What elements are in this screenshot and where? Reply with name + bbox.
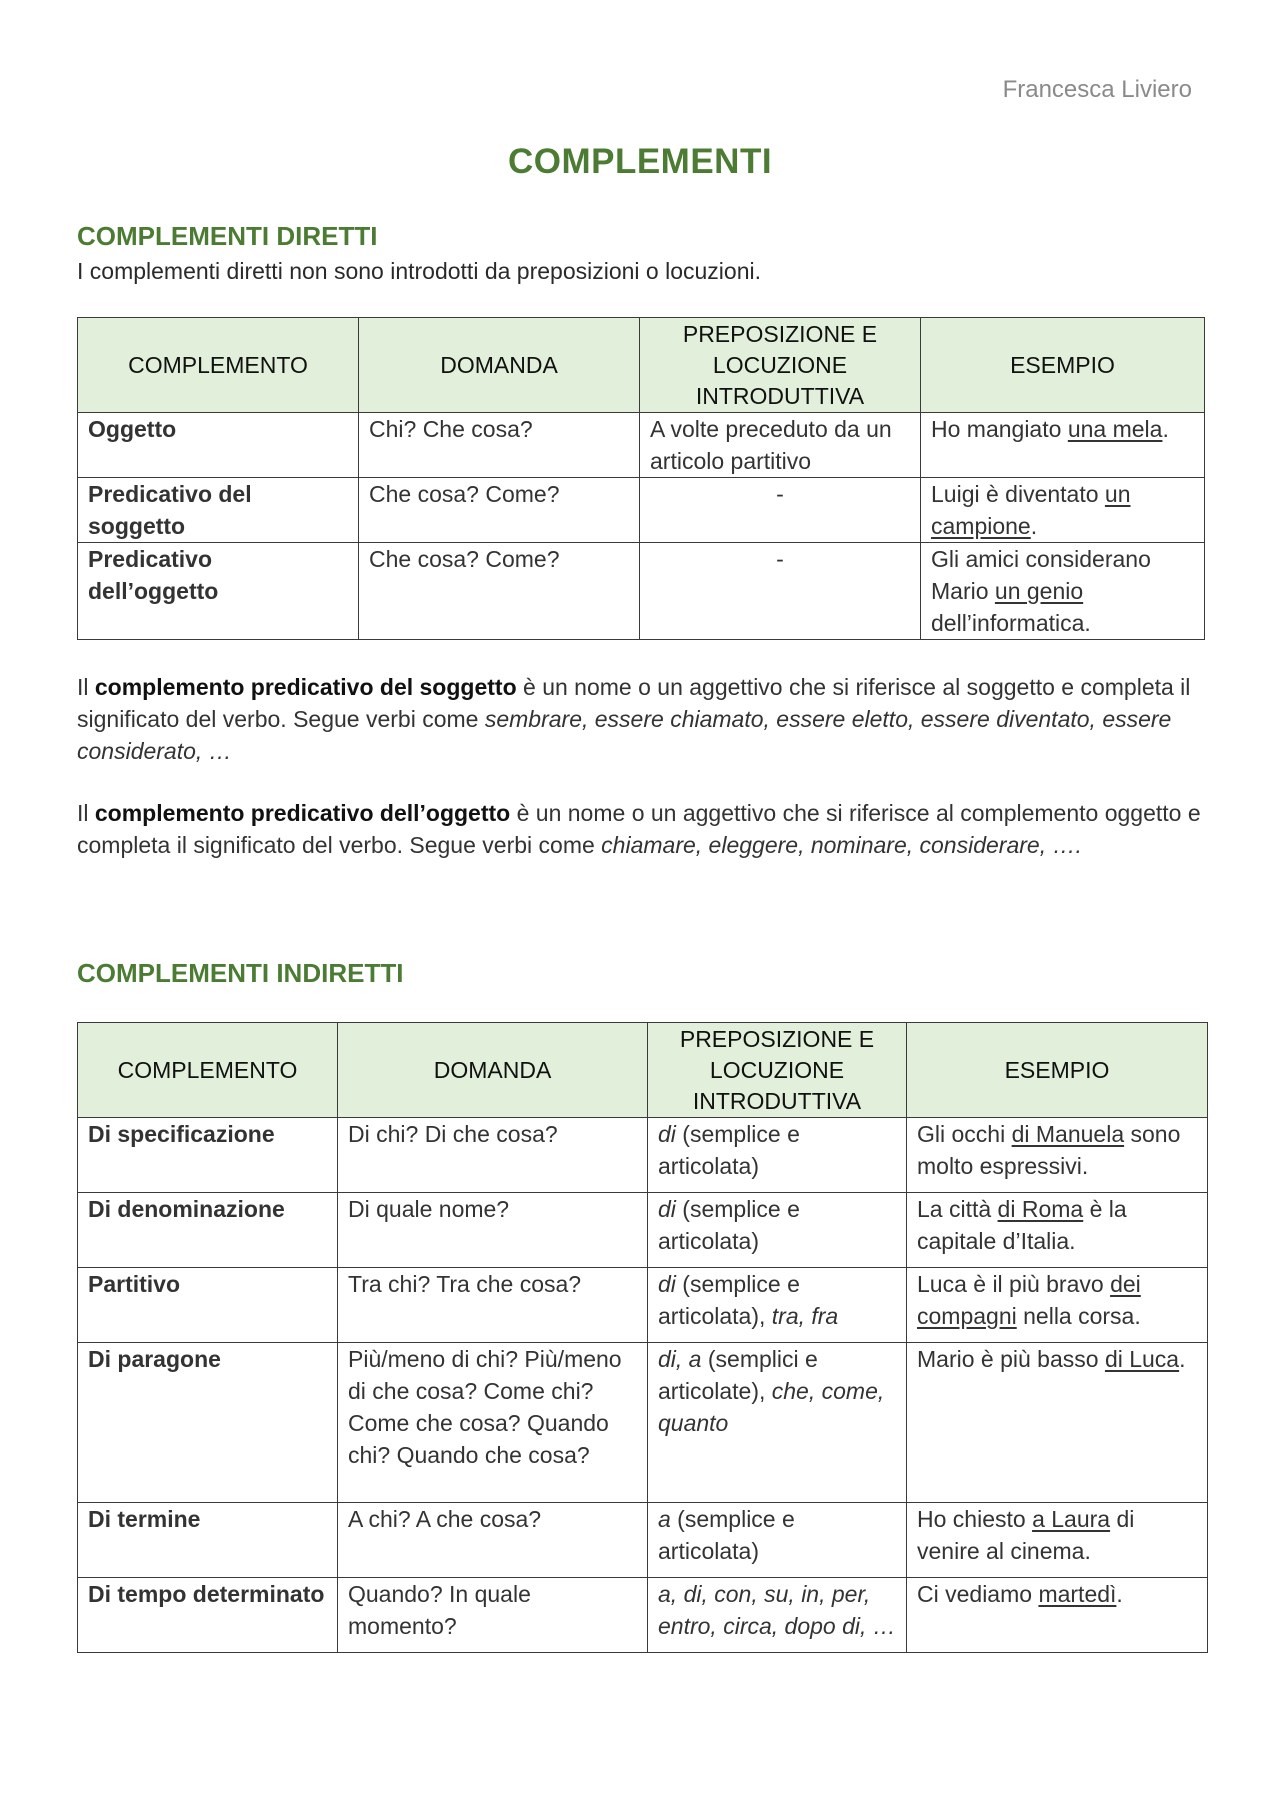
cell-preposizione: di (semplice e articolata), tra, fra [648, 1268, 907, 1343]
example-highlight: un genio [994, 578, 1084, 604]
cell-domanda: Quando? In quale momento? [338, 1578, 648, 1653]
example-highlight: di Manuela [1011, 1121, 1125, 1147]
cell-esempio: Luigi è diventato un campione. [921, 478, 1205, 543]
cell-domanda: Di quale nome? [338, 1193, 648, 1268]
cell-esempio: Mario è più basso di Luca. [907, 1343, 1208, 1503]
cell-esempio: La città di Roma è la capitale d’Italia. [907, 1193, 1208, 1268]
cell-preposizione: a (semplice e articolata) [648, 1503, 907, 1578]
example-highlight: un campione [931, 481, 1131, 539]
intro-text: I complementi diretti non sono introdotti da preposizioni o locuzioni. [77, 258, 761, 284]
header-esempio: ESEMPIO [907, 1023, 1208, 1118]
table-header-row [78, 1023, 1208, 1118]
indirect-complements-table [77, 1022, 1208, 1653]
example-highlight: una mela [1067, 416, 1163, 442]
cell-esempio: Luca è il più bravo dei compagni nella corsa. [907, 1268, 1208, 1343]
table-row [78, 543, 1205, 640]
cell-complemento: Oggetto [78, 413, 359, 478]
cell-domanda: Tra chi? Tra che cosa? [338, 1268, 648, 1343]
cell-esempio: Gli amici considerano Mario un genio dell’informatica. [921, 543, 1205, 640]
cell-preposizione: - [640, 543, 921, 640]
direct-complements-table [77, 317, 1205, 640]
cell-esempio: Ho mangiato una mela. [921, 413, 1205, 478]
cell-esempio: Ci vediamo martedì. [907, 1578, 1208, 1653]
page-title: COMPLEMENTI [507, 142, 773, 181]
example-highlight: di Luca [1104, 1346, 1180, 1372]
table-row [78, 1343, 1208, 1503]
cell-preposizione: A volte preceduto da un articolo partitivo [640, 413, 921, 478]
table-row [78, 1268, 1208, 1343]
paragraph-predicativo-soggetto: Il complemento predicativo del soggetto è un nome o un aggettivo che si riferisce al soggetto e completa il significato del verbo. Segue verbi come sembrare, essere chiamato, essere eletto, essere diventato, essere considerato, … [77, 674, 1191, 764]
table-header-row [78, 318, 1205, 413]
cell-complemento: Di denominazione [78, 1193, 338, 1268]
cell-domanda: Che cosa? Come? [359, 478, 640, 543]
cell-esempio: Ho chiesto a Laura di venire al cinema. [907, 1503, 1208, 1578]
example-highlight: martedì [1038, 1581, 1117, 1607]
cell-domanda: Più/meno di chi? Più/meno di che cosa? Come chi? Come che cosa? Quando chi? Quando che cosa? [338, 1343, 648, 1503]
table-row [78, 1503, 1208, 1578]
cell-domanda: Di chi? Di che cosa? [338, 1118, 648, 1193]
header-preposizione: PREPOSIZIONE E LOCUZIONE INTRODUTTIVA [640, 318, 921, 413]
cell-preposizione: di (semplice e articolata) [648, 1118, 907, 1193]
header-complemento: COMPLEMENTO [78, 318, 359, 413]
table-row [78, 478, 1205, 543]
header-preposizione: PREPOSIZIONE E LOCUZIONE INTRODUTTIVA [648, 1023, 907, 1118]
table-row [78, 413, 1205, 478]
section-heading-direct: COMPLEMENTI DIRETTI [77, 221, 378, 251]
header-domanda: DOMANDA [359, 318, 640, 413]
cell-domanda: A chi? A che cosa? [338, 1503, 648, 1578]
cell-complemento: Predicativo dell’oggetto [78, 543, 359, 640]
cell-preposizione: a, di, con, su, in, per, entro, circa, dopo di, … [648, 1578, 907, 1653]
table-row [78, 1578, 1208, 1653]
header-esempio: ESEMPIO [921, 318, 1205, 413]
example-highlight: di Roma [997, 1196, 1084, 1222]
example-highlight: a Laura [1032, 1506, 1111, 1532]
cell-complemento: Partitivo [78, 1268, 338, 1343]
section-heading-indirect: COMPLEMENTI INDIRETTI [77, 958, 404, 988]
paragraph-predicativo-oggetto: Il complemento predicativo dell’oggetto è un nome o un aggettivo che si riferisce al complemento oggetto e completa il significato del verbo. Segue verbi come chiamare, eleggere, nominare, considerare, …. [77, 800, 1201, 858]
cell-preposizione: - [640, 478, 921, 543]
author-name: Francesca Liviero [1002, 76, 1192, 103]
cell-complemento: Di tempo determinato [78, 1578, 338, 1653]
header-complemento: COMPLEMENTO [78, 1023, 338, 1118]
cell-preposizione: di (semplice e articolata) [648, 1193, 907, 1268]
cell-esempio: Gli occhi di Manuela sono molto espressivi. [907, 1118, 1208, 1193]
table-row [78, 1193, 1208, 1268]
table-row [78, 1118, 1208, 1193]
cell-complemento: Predicativo del soggetto [78, 478, 359, 543]
cell-complemento: Di specificazione [78, 1118, 338, 1193]
cell-complemento: Di paragone [78, 1343, 338, 1503]
example-highlight: dei compagni [917, 1271, 1141, 1329]
cell-preposizione: di, a (semplici e articolate), che, come, quanto [648, 1343, 907, 1503]
header-domanda: DOMANDA [338, 1023, 648, 1118]
cell-complemento: Di termine [78, 1503, 338, 1578]
cell-domanda: Chi? Che cosa? [359, 413, 640, 478]
cell-domanda: Che cosa? Come? [359, 543, 640, 640]
